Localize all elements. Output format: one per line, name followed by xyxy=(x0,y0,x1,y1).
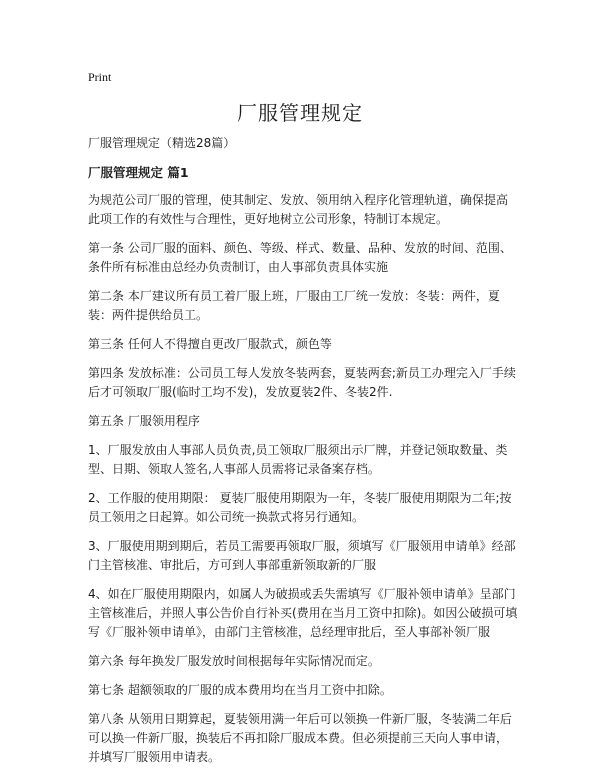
paragraph-intro: 为规范公司厂服的管理，使其制定、发放、领用纳入程序化管理轨道，确保提高此项工作的有效性与合理性，更好地树立公司形象，特制订本规定。 xyxy=(88,193,509,226)
page-title: 厂服管理规定 xyxy=(237,101,363,125)
paragraph-procedure-1: 1、厂服发放由人事部人员负责,员工领取厂服须出示厂牌，并登记领取数量、类型、日期、领取人签名,人事部人员需将记录备案存档。 xyxy=(88,443,508,476)
paragraph-article-1: 第一条 公司厂服的面料、颜色、等级、样式、数量、品种、发放的时间、范围、条件所有标准由总经办负责制订，由人事部负责具体实施 xyxy=(88,241,512,274)
paragraph-article-7: 第七条 超额领取的厂服的成本费用均在当月工资中扣除。 xyxy=(88,683,392,697)
paragraph-procedure-2: 2、工作服的使用期限： 夏装厂服使用期限为一年，冬装厂服使用期限为二年;按员工领用之日起算。如公司统一换款式将另行通知。 xyxy=(88,491,512,524)
print-link[interactable]: Print xyxy=(88,70,112,84)
paragraph-article-6: 第六条 每年换发厂服发放时间根据每年实际情况而定。 xyxy=(88,654,380,668)
paragraph-article-2: 第二条 本厂建议所有员工着厂服上班，厂服由工厂统一发放：冬装：两件，夏装：两件提供给员工。 xyxy=(88,289,500,322)
section-heading: 厂服管理规定 篇1 xyxy=(88,165,189,180)
paragraph-article-8: 第八条 从领用日期算起，夏装领用满一年后可以领换一件新厂服，冬装满二年后可以换一件新厂服，换装后不再扣除厂服成本费。但必须提前三天向人事申请，并填写厂服领用申请表。 xyxy=(88,712,512,764)
document-body xyxy=(88,134,518,776)
paragraph-article-3: 第三条 任何人不得擅自更改厂服款式，颜色等 xyxy=(88,337,332,351)
paragraph-article-4: 第四条 发放标准：公司员工每人发放冬装两套，夏装两套;新员工办理完入厂手续后才可领取厂服(临时工均不发)，发放夏装2件、冬装2件. xyxy=(88,366,516,399)
document-subtitle: 厂服管理规定（精选28篇） xyxy=(88,136,236,150)
paragraph-article-5: 第五条 厂服领用程序 xyxy=(88,414,200,428)
paragraph-procedure-3: 3、厂服使用期到期后，若员工需要再领取厂服，须填写《厂服领用申请单》经部门主管核准、审批后，方可到人事部重新领取新的厂服 xyxy=(88,539,516,572)
paragraph-procedure-4: 4、如在厂服使用期限内，如属人为破损或丢失需填写《厂服补领申请单》呈部门主管核准后，并照人事公告价自行补买(费用在当月工资中扣除)。如因公破损可填写《厂服补领申请单》，由部门主管核准，总经理审批后，至人事部补领厂服 xyxy=(88,587,518,639)
